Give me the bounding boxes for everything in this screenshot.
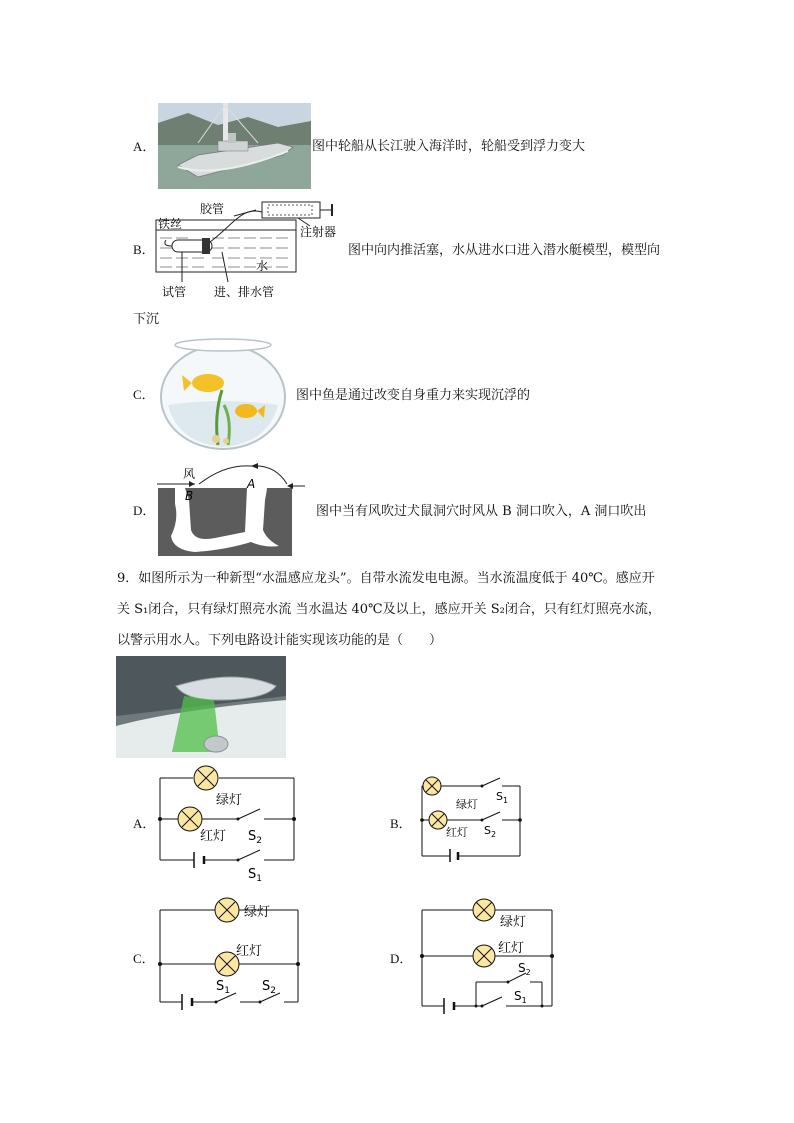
circuit-d-letter: D． [390,951,413,966]
label-paishuiguan: 进、排水管 [214,285,275,299]
circuit-d-red: 红灯 [498,941,525,956]
label-zhusheqi: 注射器 [300,225,337,239]
label-jiaoguan: 胶管 [200,202,225,216]
circuit-c [156,896,304,1016]
option-c-text: 图中鱼是通过改变自身重力来实现沉浮的 [296,388,531,403]
q9-line1: 9．如图所示为一种新型“水温感应龙头”。自带水流发电电源。当水流温度低于 40℃。感应开 [117,571,655,586]
faucet-photo [116,656,286,758]
lamp-icon [429,811,447,829]
circuit-d-green: 绿灯 [500,915,527,930]
option-b-text-line2: 下沉 [133,312,160,327]
lamp-icon [194,766,218,790]
circuit-b-green: 绿灯 [456,798,478,811]
option-c-letter: C． [133,387,155,402]
circuit-b-red: 红灯 [446,826,468,839]
label-shui: 水 [256,259,269,273]
svg-text:S1: $S_1$ [496,790,509,805]
fish-bowl-figure [158,335,288,450]
submarine-model-figure [152,196,342,304]
svg-text:S1: $S_1$ [514,989,527,1005]
option-b-letter: B． [133,242,155,257]
circuit-c-letter: C． [133,951,155,966]
label-feng: 风 [183,467,196,481]
lamp-icon [473,945,495,967]
label-shiguan: 试管 [162,285,187,299]
option-d-text: 图中当有风吹过犬鼠洞穴时风从 B 洞口吹入，A 洞口吹出 [316,504,647,519]
svg-text:S2: $S_2$ [518,961,531,977]
circuit-a-red: 红灯 [200,829,227,844]
circuit-b-letter: B． [390,816,412,831]
lamp-icon [473,899,495,921]
svg-text:S1: $S_1$ [248,867,262,882]
circuit-a-letter: A． [133,816,156,831]
svg-text:S1: $S_1$ [216,979,230,996]
svg-text:S2: $S_2$ [248,829,262,846]
label-tiesi: 铁丝 [158,217,183,231]
option-a-letter: A． [133,139,156,154]
option-b-text-line1: 图中向内推活塞，水从进水口进入潜水艇模型，模型向 [348,243,661,258]
circuit-a-green: 绿灯 [216,793,243,808]
option-d-letter: D． [133,503,156,518]
lamp-icon [178,807,202,831]
circuit-a [156,764,300,882]
circuit-b [416,772,526,862]
ship-photo [158,103,311,189]
circuit-d [418,896,558,1018]
circuit-c-red: 红灯 [236,944,263,959]
q9-line3: 以警示用水人。下列电路设计能实现该功能的是（ ） [117,633,443,648]
circuit-c-green: 绿灯 [244,905,271,920]
lamp-icon [423,777,441,795]
label-a: A [247,477,256,491]
svg-text:S2: $S_2$ [484,824,497,839]
svg-text:S2: $S_2$ [262,979,276,996]
label-b: B [185,489,194,503]
option-a-text: 图中轮船从长江驶入海洋时，轮船受到浮力变大 [312,139,586,154]
q9-line2: 关 S₁闭合，只有绿灯照亮水流 当水温达 40℃及以上，感应开关 S₂闭合，只有红灯照亮水流， [117,602,661,617]
lamp-icon [215,898,239,922]
burrow-figure [155,460,305,558]
